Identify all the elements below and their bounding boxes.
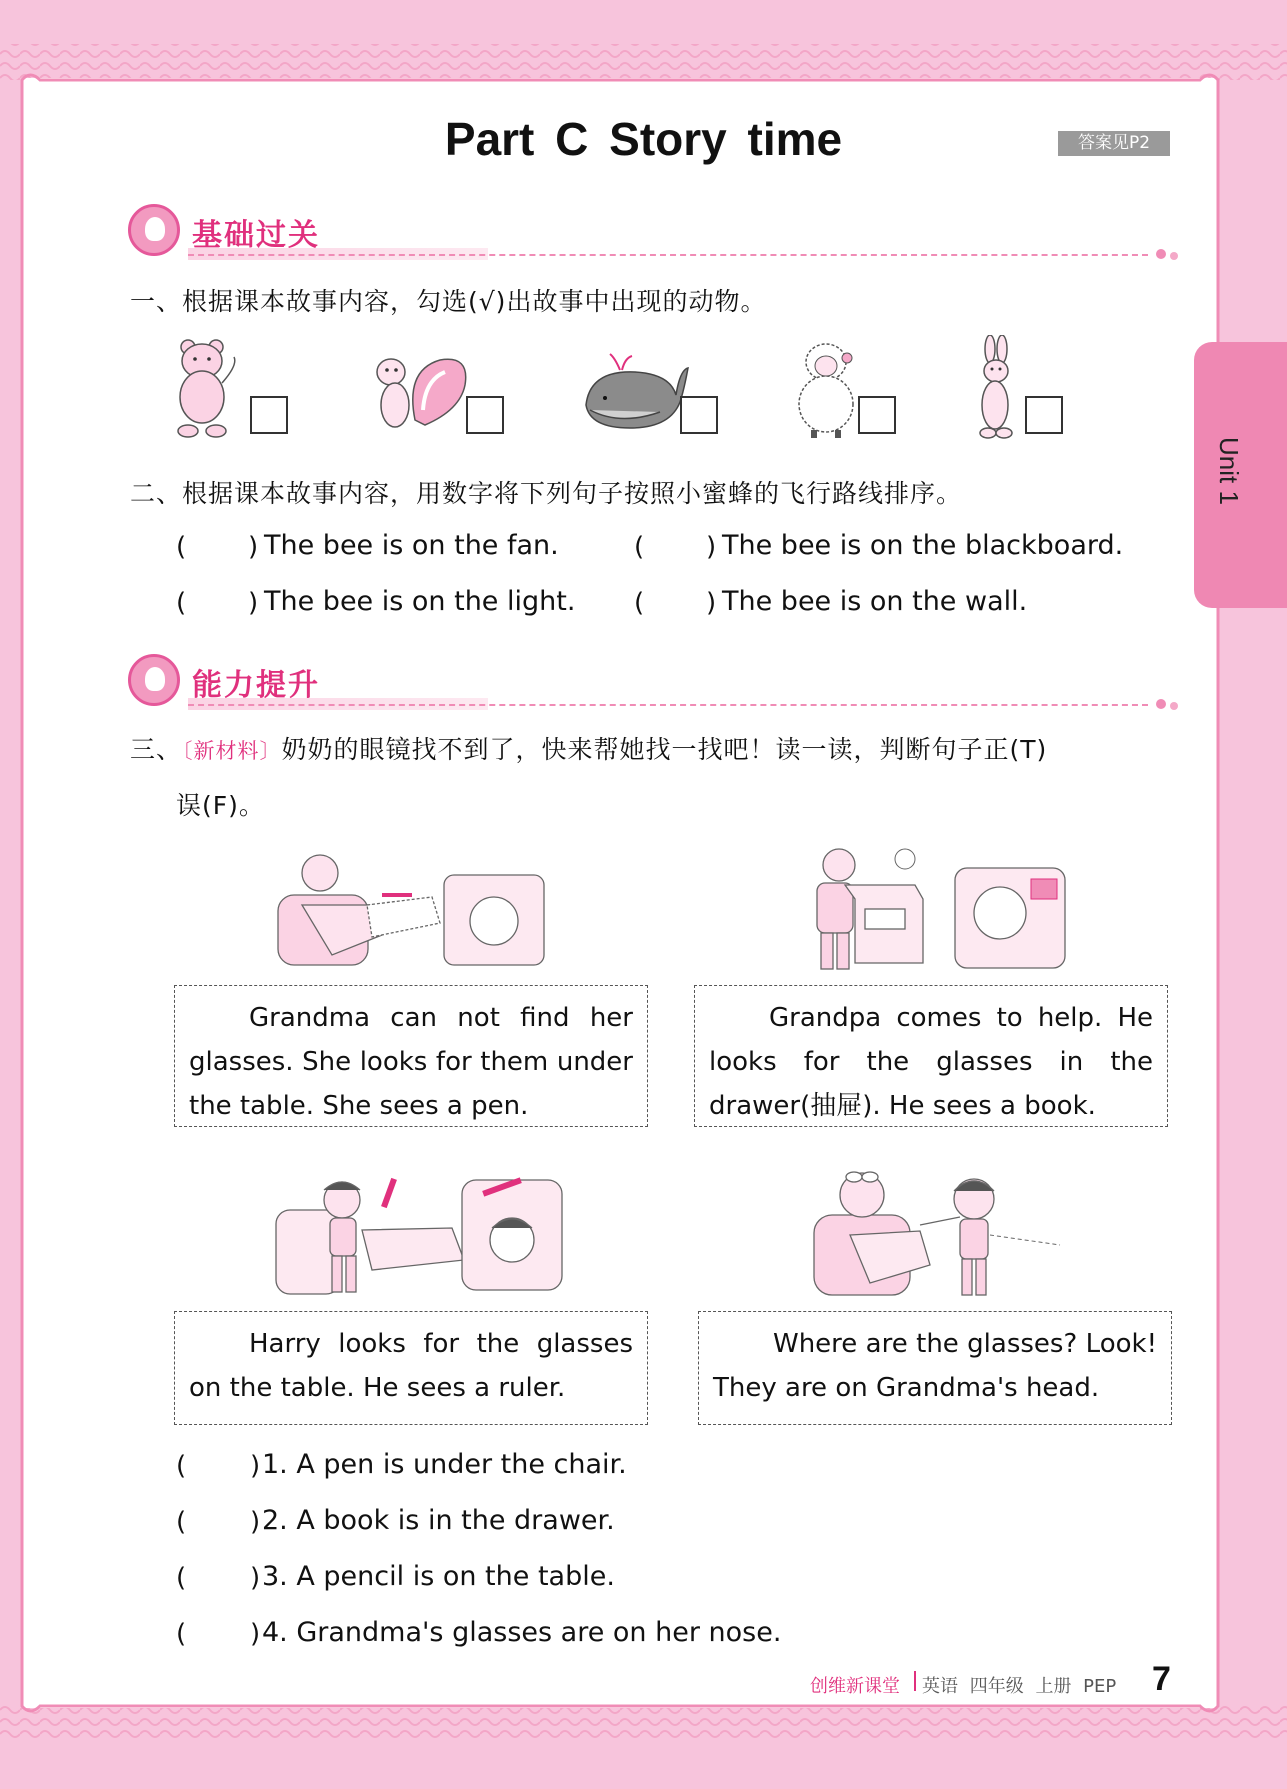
section-dotted-line bbox=[188, 704, 1148, 706]
footer-brand: 创维新课堂 bbox=[810, 1676, 900, 1697]
grandma-table-illustration bbox=[272, 845, 552, 970]
story-box-3 bbox=[174, 1311, 648, 1425]
q1-checkbox-rabbit[interactable] bbox=[1025, 396, 1063, 434]
whale-icon bbox=[580, 350, 690, 440]
q3-prefix: 三、 bbox=[130, 735, 183, 764]
footer-separator bbox=[914, 1671, 916, 1691]
q2-answer-open-2: ( bbox=[634, 532, 645, 562]
unit-tab-label: Unit 1 bbox=[1214, 437, 1244, 505]
q2-answer-close-1: ) bbox=[248, 532, 259, 562]
story-text-4: Where are the glasses? Look! They are on Grandma's head. bbox=[713, 1329, 1157, 1403]
tf-answer-open-4: ( bbox=[176, 1619, 187, 1649]
q2-item-1: The bee is on the fan. bbox=[264, 530, 559, 561]
section-basic-label: 基础过关 bbox=[192, 218, 320, 253]
section-basic-header bbox=[128, 204, 1178, 264]
dot-decoration bbox=[1170, 702, 1178, 710]
q2-answer-open-3: ( bbox=[176, 588, 187, 618]
tf-answer-close-4: ) bbox=[250, 1619, 261, 1649]
q2-item-2: The bee is on the blackboard. bbox=[722, 530, 1124, 561]
answer-tag: 答案见P2 bbox=[1058, 131, 1170, 156]
section-advanced-label: 能力提升 bbox=[192, 668, 320, 703]
tf-statement-1: 1. A pen is under the chair. bbox=[262, 1449, 627, 1480]
q1-prompt: 一、根据课本故事内容，勾选(√)出故事中出现的动物。 bbox=[130, 287, 767, 316]
story-text-1: Grandma can not find her glasses. She looks for them under the table. She sees a pen. bbox=[189, 1003, 633, 1121]
q2-answer-open-1: ( bbox=[176, 532, 187, 562]
section-advanced-header bbox=[128, 654, 1178, 714]
grandpa-drawer-illustration bbox=[805, 843, 1070, 973]
page-title: Part C Story time bbox=[444, 113, 843, 165]
story-box-1 bbox=[174, 985, 648, 1127]
page-number: 7 bbox=[1152, 1660, 1171, 1698]
story-box-4 bbox=[698, 1311, 1172, 1425]
new-material-tag: 〔新材料〕 bbox=[182, 739, 282, 763]
sheep-icon bbox=[795, 340, 857, 440]
story-text-2: Grandpa comes to help. He looks for the glasses in the drawer(抽屉). He sees a book. bbox=[709, 1003, 1153, 1121]
dot-decoration bbox=[1156, 699, 1166, 709]
q1-checkbox-bear[interactable] bbox=[250, 396, 288, 434]
q2-answer-close-3: ) bbox=[248, 588, 259, 618]
tf-answer-close-1: ) bbox=[250, 1451, 261, 1481]
mascot-icon bbox=[128, 204, 180, 256]
q2-answer-close-2: ) bbox=[706, 532, 717, 562]
mascot-icon bbox=[128, 654, 180, 706]
tf-answer-close-2: ) bbox=[250, 1507, 261, 1537]
section-dotted-line bbox=[188, 254, 1148, 256]
harry-table-illustration bbox=[272, 1170, 567, 1300]
tf-statement-3: 3. A pencil is on the table. bbox=[262, 1561, 615, 1592]
q1-checkbox-sheep[interactable] bbox=[858, 396, 896, 434]
tf-answer-open-1: ( bbox=[176, 1451, 187, 1481]
q2-prompt: 二、根据课本故事内容，用数字将下列句子按照小蜜蜂的飞行路线排序。 bbox=[130, 479, 963, 508]
q2-answer-close-4: ) bbox=[706, 588, 717, 618]
tf-answer-close-3: ) bbox=[250, 1563, 261, 1593]
footer-info: 英语 四年级 上册 PEP bbox=[922, 1676, 1117, 1697]
dot-decoration bbox=[1156, 249, 1166, 259]
tf-answer-open-3: ( bbox=[176, 1563, 187, 1593]
tf-statement-2: 2. A book is in the drawer. bbox=[262, 1505, 615, 1536]
unit-tab[interactable] bbox=[1194, 342, 1287, 608]
dot-decoration bbox=[1170, 252, 1178, 260]
story-box-2 bbox=[694, 985, 1168, 1127]
squirrel-icon bbox=[365, 350, 470, 440]
tf-statement-4: 4. Grandma's glasses are on her nose. bbox=[262, 1617, 782, 1648]
q3-prompt-line2: 误(F)。 bbox=[176, 791, 265, 820]
glasses-on-head-illustration bbox=[810, 1165, 1065, 1300]
tf-answer-open-2: ( bbox=[176, 1507, 187, 1537]
story-text-3: Harry looks for the glasses on the table. He sees a ruler. bbox=[189, 1329, 633, 1403]
q3-prompt-text: 奶奶的眼镜找不到了，快来帮她找一找吧！读一读，判断句子正(T) bbox=[281, 735, 1048, 764]
rabbit-icon bbox=[970, 335, 1020, 440]
q3-prompt bbox=[130, 730, 1047, 766]
q1-checkbox-whale[interactable] bbox=[680, 396, 718, 434]
q1-checkbox-squirrel[interactable] bbox=[466, 396, 504, 434]
q2-item-4: The bee is on the wall. bbox=[722, 586, 1028, 617]
q2-answer-open-4: ( bbox=[634, 588, 645, 618]
bear-icon bbox=[170, 335, 242, 440]
q2-item-3: The bee is on the light. bbox=[264, 586, 576, 617]
